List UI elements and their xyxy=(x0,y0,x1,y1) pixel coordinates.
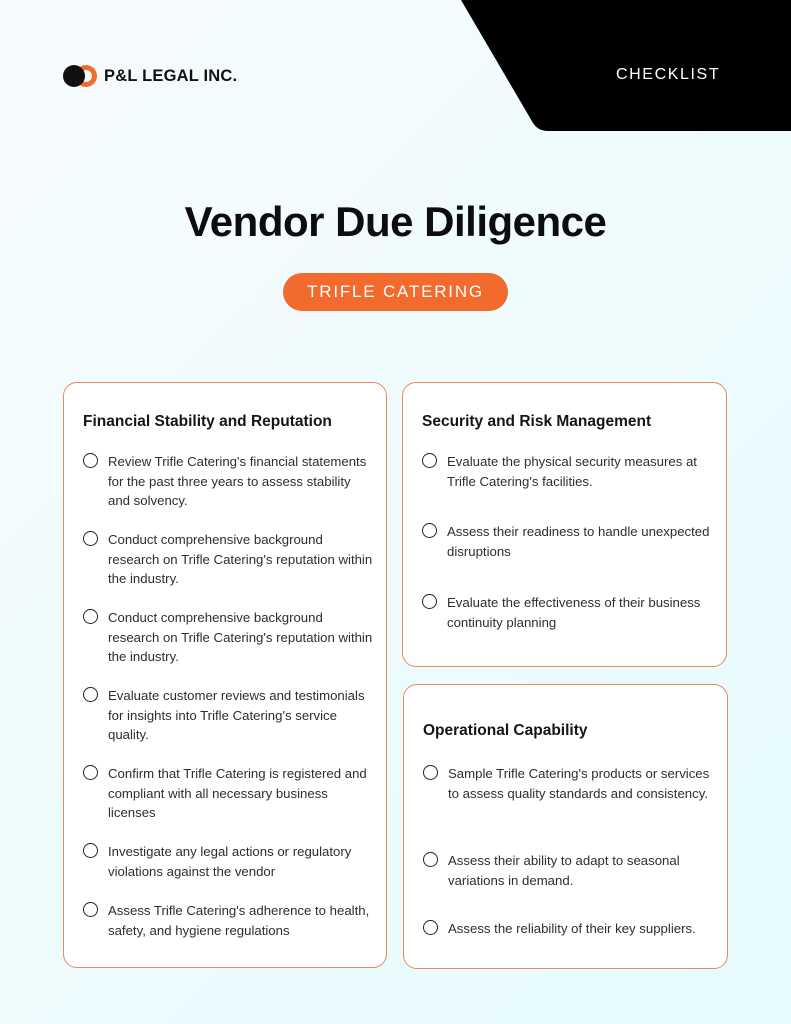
checkbox-circle-icon[interactable] xyxy=(423,765,438,780)
checkbox-circle-icon[interactable] xyxy=(423,920,438,935)
checkbox-circle-icon[interactable] xyxy=(422,594,437,609)
financial-card-title: Financial Stability and Reputation xyxy=(83,413,332,430)
logo-icon xyxy=(63,64,97,88)
checkbox-circle-icon[interactable] xyxy=(83,531,98,546)
checklist-item[interactable]: Assess Trifle Catering's adherence to health, safety, and hygiene regulations xyxy=(83,901,373,940)
checkbox-circle-icon[interactable] xyxy=(83,687,98,702)
financial-card xyxy=(63,382,387,968)
page-title: Vendor Due Diligence xyxy=(184,198,607,245)
operational-card xyxy=(403,684,728,969)
checklist-item[interactable]: Assess their readiness to handle unexpected disruptions xyxy=(422,522,712,561)
checkbox-circle-icon[interactable] xyxy=(422,523,437,538)
checklist-item[interactable]: Evaluate the effectiveness of their business continuity planning xyxy=(422,593,712,632)
checkbox-circle-icon[interactable] xyxy=(83,902,98,917)
checklist-item[interactable]: Evaluate customer reviews and testimonials for insights into Trifle Catering's service quality. xyxy=(83,686,373,745)
checklist-item[interactable]: Evaluate the physical security measures at Trifle Catering's facilities. xyxy=(422,452,712,491)
vendor-badge: TRIFLE CATERING xyxy=(283,273,508,311)
operational-card-title: Operational Capability xyxy=(423,722,588,739)
security-card xyxy=(402,382,727,667)
security-card-title: Security and Risk Management xyxy=(422,413,652,430)
brand-name: P&L LEGAL INC. xyxy=(104,66,238,85)
document-type-label: CHECKLIST xyxy=(616,66,721,83)
checklist-item[interactable]: Sample Trifle Catering's products or services to assess quality standards and consistency. xyxy=(423,764,718,803)
checklist-item[interactable]: Conduct comprehensive background research on Trifle Catering's reputation within the industry. xyxy=(83,530,373,589)
brand-logo xyxy=(63,64,237,88)
checklist-item[interactable]: Confirm that Trifle Catering is registered and compliant with all necessary business licenses xyxy=(83,764,373,823)
checkbox-circle-icon[interactable] xyxy=(83,609,98,624)
checklist-item[interactable]: Review Trifle Catering's financial statements for the past three years to assess stability and solvency. xyxy=(83,452,373,511)
checkbox-circle-icon[interactable] xyxy=(83,453,98,468)
checklist-item[interactable]: Conduct comprehensive background research on Trifle Catering's reputation within the industry. xyxy=(83,608,373,667)
checkbox-circle-icon[interactable] xyxy=(83,765,98,780)
checklist-item[interactable]: Assess their ability to adapt to seasonal variations in demand. xyxy=(423,851,718,890)
checkbox-circle-icon[interactable] xyxy=(422,453,437,468)
checkbox-circle-icon[interactable] xyxy=(83,843,98,858)
checklist-item[interactable]: Assess the reliability of their key suppliers. xyxy=(423,919,723,939)
checklist-item[interactable]: Investigate any legal actions or regulatory violations against the vendor xyxy=(83,842,373,881)
checkbox-circle-icon[interactable] xyxy=(423,852,438,867)
